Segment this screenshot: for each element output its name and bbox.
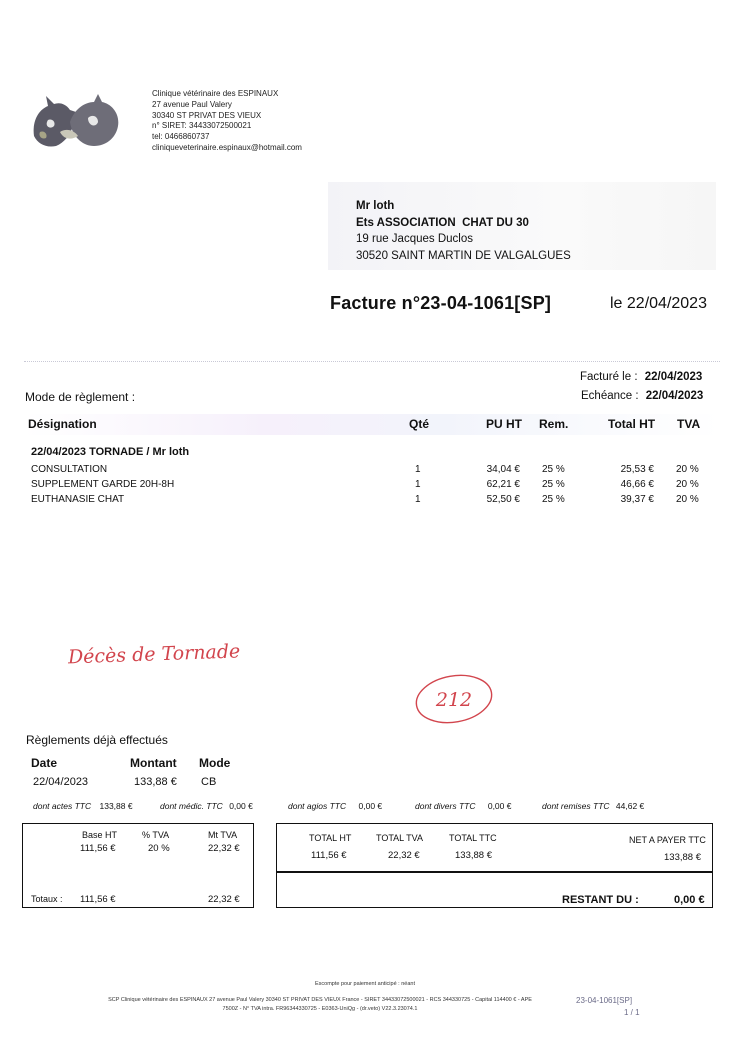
row-qty: 1: [415, 479, 421, 490]
tva-col-pct: % TVA: [142, 830, 170, 840]
col-total-ht: Total HT: [608, 417, 656, 431]
detail-divers-value: 0,00 €: [487, 801, 512, 811]
row-tva: 20 %: [676, 464, 699, 475]
clinic-siret: n° SIRET: 34433072500021: [152, 121, 252, 131]
client-name: Mr loth: [356, 200, 395, 212]
totals-box-divider: [276, 871, 713, 873]
row-qty: 1: [415, 494, 421, 505]
row-total-ht: 39,37 €: [620, 494, 654, 505]
detail-agios: [288, 801, 382, 811]
total-ttc-value: 133,88 €: [455, 850, 492, 861]
due-date: [581, 390, 703, 402]
detail-actes-label: dont actes TTC: [33, 801, 92, 811]
payment-mode: CB: [201, 776, 217, 788]
row-rem: 25 %: [542, 479, 565, 490]
payments-col-mode: Mode: [199, 756, 231, 770]
row-total-ht: 46,66 €: [620, 479, 654, 490]
totals-tva-value: 22,32 €: [208, 894, 240, 905]
client-city: 30520 SAINT MARTIN DE VALGALGUES: [356, 249, 571, 262]
col-qty: Qté: [409, 417, 430, 431]
remaining-due-value: 0,00 €: [674, 894, 705, 906]
client-company: Ets ASSOCIATION CHAT DU 30: [356, 216, 529, 229]
net-to-pay-label: NET A PAYER TTC: [629, 835, 706, 845]
detail-medic-value: 0,00 €: [229, 801, 253, 811]
tva-col-amount: Mt TVA: [208, 830, 238, 840]
footer-legal-1: SCP Clinique vétérinaire des ESPINAUX 27 avenue Paul Valery 30340 ST PRIVAT DES VIEUX France - SIRET 34433072500021 - RCS 344330725 - Capital 114400 € - APE: [108, 997, 532, 1003]
clinic-phone: tel: 0466860737: [152, 132, 210, 142]
col-designation: Désignation: [28, 417, 97, 431]
payment-date: 22/04/2023: [33, 776, 89, 788]
detail-agios-label: dont agios TTC: [288, 801, 347, 811]
net-to-pay-value: 133,88 €: [664, 852, 701, 863]
invoice-title: Facture n°23-04-1061[SP]: [330, 293, 552, 313]
tva-col-base: Base HT: [82, 830, 118, 840]
footer-invoice-ref: 23-04-1061[SP]: [576, 996, 633, 1005]
footer-legal-2: 7500Z - N° TVA intra. FR96344330725 - E0363-UniQg - (dr.veto) V22.3.23074.1: [222, 1006, 418, 1012]
due-value: 22/04/2023: [645, 390, 704, 402]
clinic-name: Clinique vétérinaire des ESPINAUX: [152, 89, 279, 98]
due-label: Echéance :: [581, 390, 639, 402]
clinic-logo: [30, 92, 122, 152]
row-designation: SUPPLEMENT GARDE 20H-8H: [31, 479, 175, 490]
tva-amount-value: 22,32 €: [208, 843, 240, 854]
total-tva-value: 22,32 €: [388, 850, 420, 861]
col-rem: Rem.: [539, 417, 569, 431]
payments-title: Règlements déjà effectués: [26, 733, 168, 747]
payment-amount: 133,88 €: [134, 776, 177, 788]
billed-date: [580, 371, 702, 383]
row-pu-ht: 62,21 €: [486, 479, 520, 490]
row-total-ht: 25,53 €: [620, 464, 654, 475]
billed-label: Facturé le :: [580, 371, 638, 383]
total-tva-label: TOTAL TVA: [376, 833, 424, 843]
total-ht-value: 111,56 €: [311, 850, 347, 861]
circled-number: [412, 672, 496, 726]
row-pu-ht: 34,04 €: [486, 464, 520, 475]
detail-medic-label: dont médic. TTC: [160, 801, 223, 811]
clinic-email: cliniqueveterinaire.espinaux@hotmail.com: [152, 142, 302, 152]
row-tva: 20 %: [676, 494, 699, 505]
detail-remises-label: dont remises TTC: [542, 801, 610, 811]
row-tva: 20 %: [676, 479, 699, 490]
col-tva: TVA: [677, 417, 701, 431]
clinic-address-2: 30340 ST PRIVAT DES VIEUX: [152, 110, 262, 120]
clinic-address-1: 27 avenue Paul Valery: [152, 99, 232, 109]
detail-medic: [160, 801, 253, 811]
detail-remises: [542, 801, 644, 811]
col-pu-ht: PU HT: [486, 417, 522, 431]
row-pu-ht: 52,50 €: [486, 494, 520, 505]
detail-remises-value: 44,62 €: [615, 801, 645, 811]
header-divider: [24, 361, 720, 362]
tva-pct-value: 20 %: [148, 843, 170, 854]
circled-number-text: 212: [435, 689, 473, 711]
totals-label: Totaux :: [31, 894, 63, 904]
invoice-date: le 22/04/2023: [610, 295, 707, 312]
detail-actes-value: 133,88 €: [99, 801, 133, 811]
clinic-info: [152, 89, 302, 154]
detail-agios-value: 0,00 €: [358, 801, 383, 811]
row-rem: 25 %: [542, 494, 565, 505]
handwritten-note: [66, 636, 296, 672]
detail-divers: [415, 801, 511, 811]
footer-discount: Escompte pour paiement anticipé : néant: [315, 981, 415, 987]
row-qty: 1: [415, 464, 421, 475]
total-ttc-label: TOTAL TTC: [449, 833, 497, 843]
payment-mode-label: Mode de règlement :: [25, 390, 136, 404]
tva-base-value: 111,56 €: [80, 843, 116, 854]
footer-page-number: 1 / 1: [624, 1008, 640, 1017]
totals-base-value: 111,56 €: [80, 894, 116, 905]
client-address-block: [356, 198, 571, 264]
total-ht-label: TOTAL HT: [309, 833, 352, 843]
client-street: 19 rue Jacques Duclos: [356, 233, 473, 245]
detail-divers-label: dont divers TTC: [415, 801, 476, 811]
row-designation: CONSULTATION: [31, 464, 108, 475]
remaining-due-label: RESTANT DU :: [562, 894, 639, 906]
detail-actes: [33, 801, 133, 811]
line-group-title: 22/04/2023 TORNADE / Mr loth: [31, 446, 190, 458]
payments-col-date: Date: [31, 756, 58, 770]
row-rem: 25 %: [542, 464, 565, 475]
billed-value: 22/04/2023: [644, 371, 703, 383]
row-designation: EUTHANASIE CHAT: [31, 494, 125, 505]
payments-col-amount: Montant: [130, 756, 177, 770]
handwritten-note-text: Décès de Tornade: [67, 640, 241, 669]
